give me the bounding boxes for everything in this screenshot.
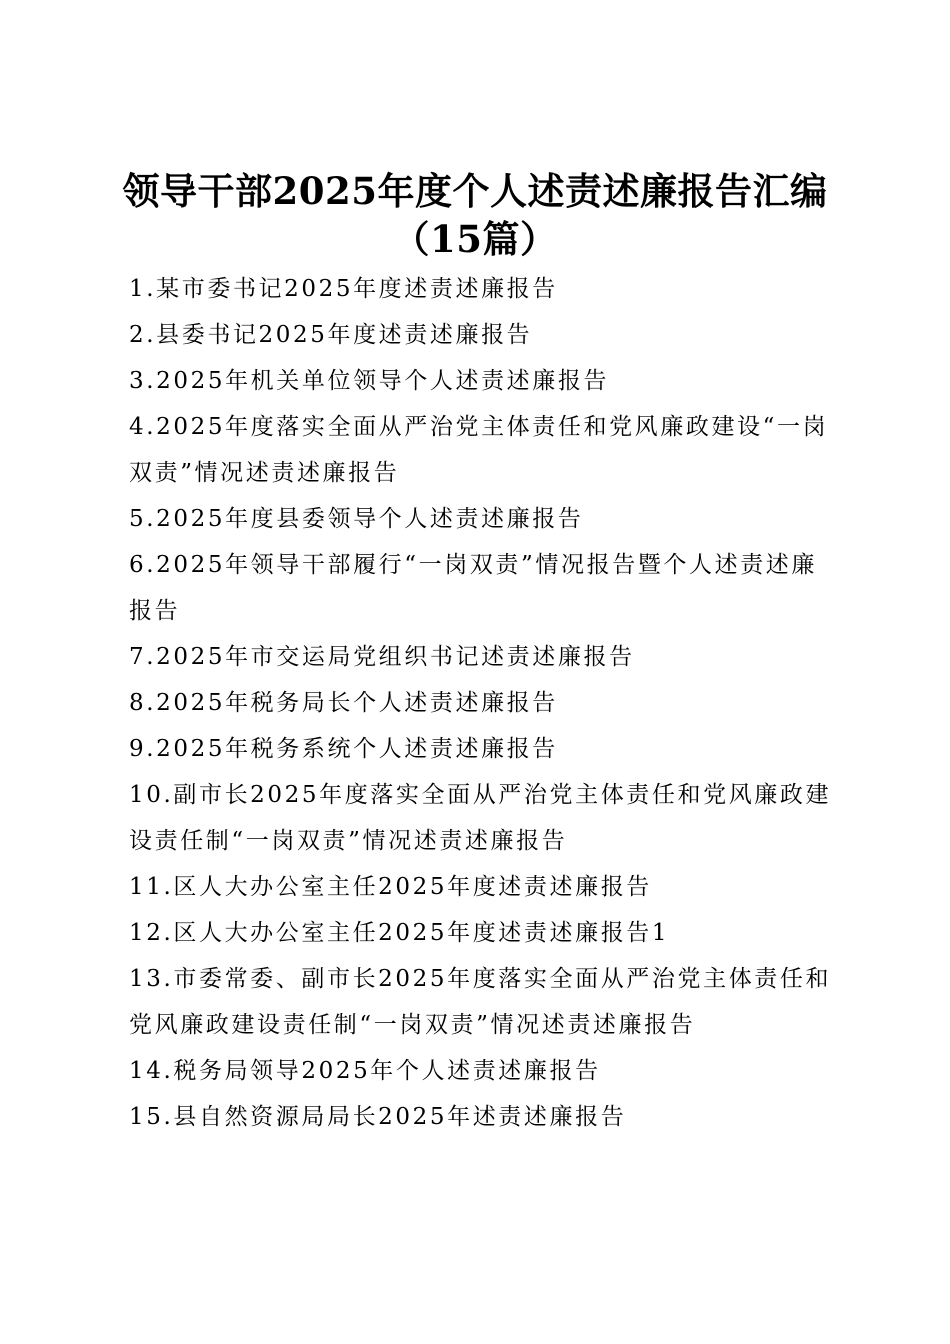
toc-item: 5.2025年度县委领导个人述责述廉报告 <box>129 506 584 532</box>
toc-item: 13.市委常委、副市长2025年度落实全面从严治党主体责任和党风廉政建设责任制“一岗双责”情况述责述廉报告 <box>129 966 832 1038</box>
toc-item: 7.2025年市交运局党组织书记述责述廉报告 <box>129 644 635 670</box>
toc-item: 8.2025年税务局长个人述责述廉报告 <box>129 690 558 716</box>
document-subtitle: （15篇） <box>392 217 558 261</box>
toc-item: 9.2025年税务系统个人述责述廉报告 <box>129 736 558 762</box>
toc-item: 6.2025年领导干部履行“一岗双责”情况报告暨个人述责述廉报告 <box>129 552 817 624</box>
toc-item: 14.税务局领导2025年个人述责述廉报告 <box>129 1058 601 1084</box>
table-of-contents <box>129 266 835 1140</box>
toc-item: 2.县委书记2025年度述责述廉报告 <box>129 322 533 348</box>
toc-item: 4.2025年度落实全面从严治党主体责任和党风廉政建设“一岗双责”情况述责述廉报告 <box>129 414 829 486</box>
toc-item: 3.2025年机关单位领导个人述责述廉报告 <box>129 368 610 394</box>
toc-item: 15.县自然资源局局长2025年述责述廉报告 <box>129 1104 627 1130</box>
toc-item: 1.某市委书记2025年度述责述廉报告 <box>129 276 558 302</box>
document-title: 领导干部2025年度个人述责述廉报告汇编 <box>122 169 828 213</box>
toc-item: 11.区人大办公室主任2025年度述责述廉报告 <box>129 874 652 900</box>
toc-item: 12.区人大办公室主任2025年度述责述廉报告1 <box>129 920 670 946</box>
toc-item: 10.副市长2025年度落实全面从严治党主体责任和党风廉政建设责任制“一岗双责”情况述责述廉报告 <box>129 782 832 854</box>
